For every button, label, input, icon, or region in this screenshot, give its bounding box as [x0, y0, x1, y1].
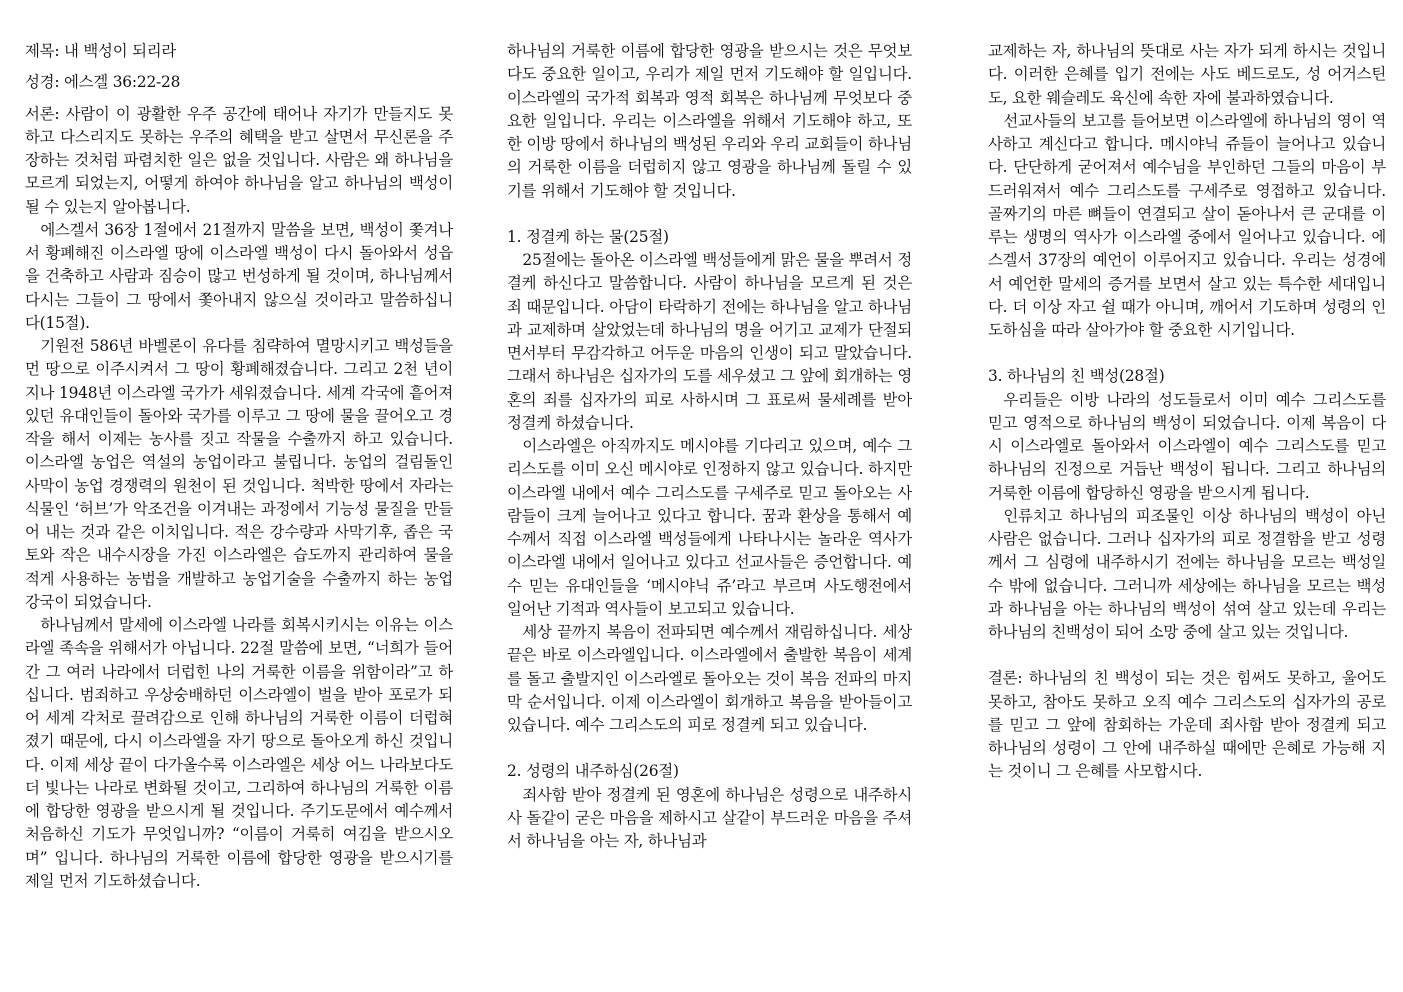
body-paragraph: 하나님의 거룩한 이름에 합당한 영광을 받으시는 것은 무엇보다도 중요한 일이고, 우리가 제일 먼저 기도해야 할 일입니다. 이스라엘의 국가적 회복과 영적 회복은 하나님께 무엇보다 중요한 일입니다. 우리는 이스라엘을 위해서 기도해야 하고, 또한 이방 땅에서 하나님의 백성된 우리와 우리 교회들이 하나님의 거룩한 이름을 더럽히지 않고 영광을 하나님께 돌릴 수 있기를 위해서 기도해야 할 것입니다.	[507, 42, 912, 200]
column-3	[988, 40, 1386, 784]
section-heading-3: 3. 하나님의 친 백성(28절)	[988, 367, 1165, 386]
body-paragraph: 세상 끝까지 복음이 전파되면 예수께서 재림하십니다. 세상 끝은 바로 이스라엘입니다. 이스라엘에서 출발한 복음이 세계를 돌고 출발지인 이스라엘로 돌아오는 것이 복음 전파의 마지막 순서입니다. 이제 이스라엘이 회개하고 복음을 받아들이고 있습니다. 예수 그리스도의 피로 정결케 되고 있습니다.	[507, 623, 912, 734]
body-paragraph: 기원전 586년 바벨론이 유다를 침략하여 멸망시키고 백성들을 먼 땅으로 이주시켜서 그 땅이 황폐해졌습니다. 그리고 2천 년이 지나 1948년 이스라엘 국가가 세워졌습니다. 세계 각국에 흩어져 있던 유대인들이 돌아와 국가를 이루고 그 땅에 물을 끌어오고 경작을 해서 이제는 농사를 짓고 작물을 수출까지 하고 있습니다. 이스라엘 농업은 역설의 농업이라고 불립니다. 농업의 걸림돌인 사막이 농업 경쟁력의 원천이 된 것입니다. 척박한 땅에서 자라는 식물인 ‘허브’가 악조건을 이겨내는 과정에서 기능성 물질을 만들어 내는 것과 같은 이치입니다. 적은 강수량과 사막기후, 좁은 국토와 작은 내수시장을 가진 이스라엘은 습도까지 관리하여 물을 적게 사용하는 농법을 개발하고 농업기술을 수출까지 하는 농업강국이 되었습니다.	[25, 337, 453, 611]
conclusion-paragraph: 결론: 하나님의 친 백성이 되는 것은 힘써도 못하고, 울어도 못하고, 참아도 못하고 오직 예수 그리스도의 십자가의 공로를 믿고 그 앞에 참회하는 가운데 죄사함 받아 정결케 되고 하나님의 성령이 그 안에 내주하실 때에만 은혜로 가능해 지는 것이니 그 은혜를 사모합시다.	[988, 669, 1386, 781]
body-paragraph: 25절에는 돌아온 이스라엘 백성들에게 맑은 물을 뿌려서 정결케 하신다고 말씀합니다. 사람이 하나님을 모르게 된 것은 죄 때문입니다. 아담이 타락하기 전에는 하나님을 알고 하나님과 교제하며 살았었는데 하나님의 명을 어기고 교제가 단절되면서부터 무감각하고 어두운 마음의 인생이 되고 말았습니다. 그래서 하나님은 십자가의 도를 세우셨고 그 앞에 회개하는 영혼의 죄를 십자가의 피로 사하시며 그 표로써 물세례를 받아 정결케 하셨습니다.	[507, 251, 912, 432]
body-paragraph: 이스라엘은 아직까지도 메시야를 기다리고 있으며, 예수 그리스도를 이미 오신 메시야로 인정하지 않고 있습니다. 하지만 이스라엘 내에서 예수 그리스도를 구세주로 믿고 돌아오는 사람들이 크게 늘어나고 있다고 합니다. 꿈과 환상을 통해서 예수께서 직접 이스라엘 백성들에게 나타나시는 놀라운 역사가 이스라엘 내에서 일어나고 있다고 선교사들은 증언합니다. 예수 믿는 유대인들을 ‘메시야닉 쥬’라고 부르며 사도행전에서 일어난 기적과 역사들이 보고되고 있습니다.	[507, 437, 912, 618]
scripture-reference: 성경: 에스겔 36:22-28	[25, 73, 181, 92]
body-paragraph: 하나님께서 말세에 이스라엘 나라를 회복시키시는 이유는 이스라엘 족속을 위해서가 아닙니다. 22절 말씀에 보면, “너희가 들어간 그 여러 나라에서 더럽힌 나의 거룩한 이름을 위함이라”고 하십니다. 범죄하고 우상숭배하던 이스라엘이 벌을 받아 포로가 되어 세계 각처로 끌려감으로 인해 하나님의 거룩한 이름이 더럽혀졌기 때문에, 다시 이스라엘을 자기 땅으로 돌아오게 하신 것입니다. 이제 세상 끝이 다가올수록 이스라엘은 세상 어느 나라보다도 더 빛나는 나라로 변화될 것이고, 그리하여 하나님의 거룩한 이름에 합당한 영광을 받으시게 될 것입니다. 주기도문에서 예수께서 처음하신 기도가 무엇입니까? “이름이 거룩히 여김을 받으시오며” 입니다. 하나님의 거룩한 이름에 합당한 영광을 받으시기를 제일 먼저 기도하셨습니다.	[25, 616, 453, 890]
body-paragraph: 교제하는 자, 하나님의 뜻대로 사는 자가 되게 하시는 것입니다. 이러한 은혜를 입기 전에는 사도 베드로도, 성 어거스틴도, 요한 웨슬레도 육신에 속한 자에 불과하였습니다.	[988, 42, 1386, 107]
column-2	[507, 40, 912, 853]
intro-paragraph: 서론: 사람이 이 광활한 우주 공간에 태어나 자기가 만들지도 못하고 다스리지도 못하는 우주의 혜택을 받고 살면서 무신론을 주장하는 것처럼 파렴치한 일은 없을 것입니다. 사람은 왜 하나님을 모르게 되었는지, 어떻게 하여야 하나님을 알고 하나님의 백성이 될 수 있는지 알아봅니다.	[25, 104, 453, 216]
section-heading-2: 2. 성령의 내주하심(26절)	[507, 762, 679, 781]
sermon-title: 제목: 내 백성이 되리라	[25, 42, 177, 60]
body-paragraph: 선교사들의 보고를 들어보면 이스라엘에 하나님의 영이 역사하고 계신다고 합니다. 메시야닉 쥬들이 늘어나고 있습니다. 단단하게 굳어져서 예수님을 부인하던 그들의 마음이 부드러워져서 예수 그리스도를 구세주로 영접하고 있습니다. 골짜기의 마른 뼈들이 연결되고 살이 돋아나서 큰 군대를 이루는 생명의 역사가 이스라엘 중에서 일어나고 있습니다. 에스겔서 37장의 예언이 이루어지고 있습니다. 우리는 성경에서 예언한 말세의 증거를 보면서 살고 있는 특수한 세대입니다. 더 이상 자고 쉴 때가 아니며, 깨어서 기도하며 성령의 인도하심을 따라 살아가야 할 중요한 시기입니다.	[988, 111, 1386, 339]
column-1	[25, 40, 453, 893]
section-heading-1: 1. 정결케 하는 물(25절)	[507, 227, 669, 246]
body-paragraph: 인류치고 하나님의 피조물인 이상 하나님의 백성이 아닌 사람은 없습니다. 그러나 십자가의 피로 정결함을 받고 성령께서 그 심령에 내주하시기 전에는 하나님을 모르는 백성일 수 밖에 없습니다. 그러니까 세상에는 하나님을 모르는 백성과 하나님을 아는 하나님의 백성이 섞여 살고 있는데 우리는 하나님의 친백성이 되어 소망 중에 살고 있는 것입니다.	[988, 506, 1386, 641]
body-paragraph: 죄사함 받아 정결케 된 영혼에 하나님은 성령으로 내주하시사 돌같이 굳은 마음을 제하시고 살같이 부드러운 마음을 주셔서 하나님을 아는 자, 하나님과	[507, 785, 912, 850]
body-paragraph: 우리들은 이방 나라의 성도들로서 이미 예수 그리스도를 믿고 영적으로 하나님의 백성이 되었습니다. 이제 복음이 다시 이스라엘로 돌아와서 이스라엘이 예수 그리스도를 믿고 하나님의 진정으로 거듭난 백성이 됩니다. 그리고 하나님의 거룩한 이름에 합당하신 영광을 받으시게 됩니다.	[988, 390, 1386, 502]
body-paragraph: 에스겔서 36장 1절에서 21절까지 말씀을 보면, 백성이 쫓겨나서 황폐해진 이스라엘 땅에 이스라엘 백성이 다시 돌아와서 성읍을 건축하고 사람과 짐승이 많고 번성하게 될 것이며, 하나님께서 다시는 그들이 그 땅에서 쫓아내지 않으실 것이라고 말씀하십니다(15절).	[25, 220, 453, 332]
